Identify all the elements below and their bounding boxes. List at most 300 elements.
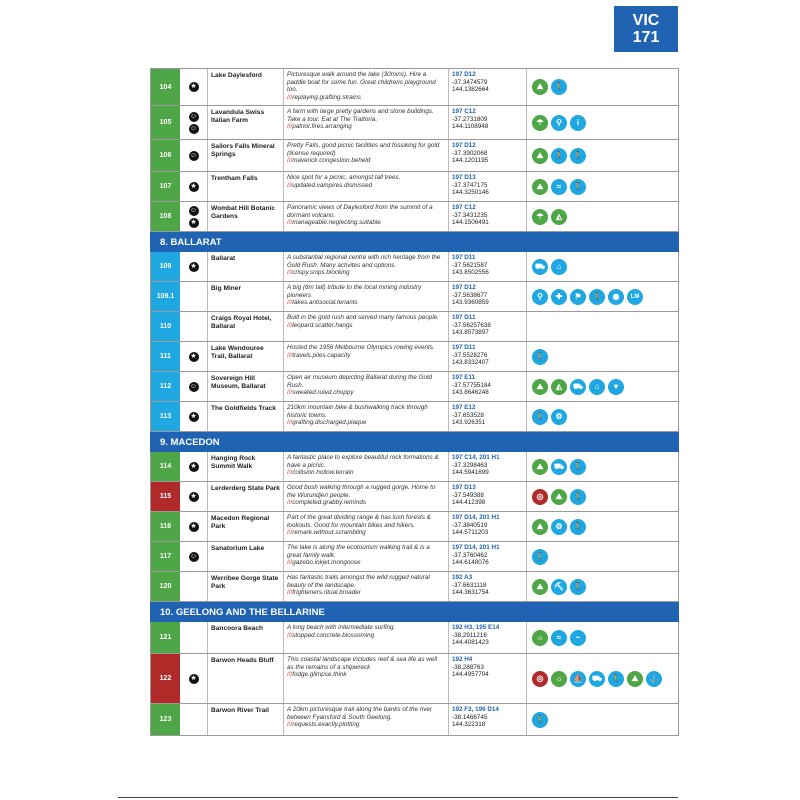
location-description (284, 402, 449, 431)
rating-marks (180, 202, 208, 231)
what3words-address (287, 721, 445, 729)
location-name: Lavandula Swiss Italian Farm (208, 106, 284, 139)
activity-icons (527, 512, 678, 541)
climb-icon: ⛏ (551, 579, 567, 595)
what3words-prefix: /// (287, 93, 293, 101)
star-icon: ★ (190, 262, 197, 270)
activity-icons (527, 140, 678, 171)
what3words-address (287, 94, 445, 102)
activity-icons (527, 282, 678, 311)
rating-marks (180, 342, 208, 371)
latitude: -37.3431235 (452, 211, 488, 219)
what3words-prefix: /// (287, 419, 293, 427)
location-number: 112 (151, 372, 180, 401)
rating-marks (180, 140, 208, 171)
table-row (150, 202, 679, 232)
what3words-prefix: /// (287, 529, 293, 537)
latitude: -37.3747175 (452, 181, 488, 189)
table-row (150, 512, 679, 542)
longitude: 144.5941699 (452, 469, 489, 477)
location-name: The Goldfields Track (208, 402, 284, 431)
rating-marks (180, 312, 208, 341)
hike-icon: ⛰ (627, 671, 643, 687)
activity-icons (527, 312, 678, 341)
map-reference: 197 D12 (452, 142, 476, 149)
location-name: Craigs Royal Hotel, Ballarat (208, 312, 284, 341)
map-coordinates (449, 512, 527, 541)
latitude: -37.56257638 (452, 321, 491, 329)
what3words-words: fodge.glimpse.think (292, 671, 347, 679)
what3words-address (287, 529, 445, 537)
what3words-words: manageable.neglecting.suitable (292, 219, 381, 227)
map-coordinates (449, 622, 527, 653)
location-description (284, 342, 449, 371)
latitude: -37.5638677 (452, 291, 488, 299)
description-text: Open air museum depicting Ballarat during the Gold Rush. (287, 374, 432, 389)
target-icon: ◎ (532, 671, 548, 687)
longitude: 144.1201195 (452, 157, 489, 165)
activity-icons (527, 172, 678, 201)
what3words-address (287, 157, 445, 165)
walk-icon: 🚶 (532, 409, 548, 425)
what3words-words: takes.antisocial.tenants (292, 299, 358, 307)
description-text: This coastal landscape includes reef & sea life as well as the remains of a shipwreck (287, 656, 438, 671)
location-name: Hanging Rock Summit Walk (208, 452, 284, 481)
picnic-icon: ☂ (532, 209, 548, 225)
latitude: -38.288763 (452, 663, 484, 671)
description-text: The lake is along the ecotourism walking trail & is a great family walk. (287, 544, 430, 559)
longitude: 143.9360859 (452, 299, 489, 307)
star-icon: ★ (190, 522, 197, 530)
latitude: -37.6631118 (452, 581, 487, 589)
longitude: 144.4081423 (452, 639, 489, 647)
what3words-prefix: /// (287, 559, 293, 567)
what3words-prefix: /// (287, 499, 293, 507)
activity-icons (527, 654, 678, 703)
longitude: 144.3631754 (452, 589, 489, 597)
smile-icon: ☺ (189, 151, 198, 159)
what3words-words: grafting.discharged.plaque (292, 419, 367, 427)
latitude: -37.57755184 (452, 381, 491, 389)
location-description (284, 140, 449, 171)
toilet-icon: ⚲ (551, 115, 567, 131)
longitude: 144.322318 (452, 721, 486, 729)
rating-marks (180, 512, 208, 541)
walk-icon: 🚶 (551, 148, 567, 164)
description-text: Picturesque walk around the lake (30mins). Hire a paddle boat for some fun. Great childrens playground too. (287, 71, 436, 94)
what3words-address (287, 469, 445, 477)
activity-icons (527, 106, 678, 139)
location-name: Lake Daylesford (208, 69, 284, 105)
description-text: Nice spot for a picnic, amongst tall trees. (287, 174, 401, 181)
location-number: 120 (151, 572, 180, 601)
what3words-words: requests.exactly.plotting (292, 721, 360, 729)
map-coordinates (449, 704, 527, 735)
longitude: 144.1382664 (452, 86, 489, 94)
what3words-address (287, 559, 445, 567)
location-number: 117 (151, 542, 180, 571)
latitude: -37.3902068 (452, 149, 488, 157)
map-reference: 197 D11 (452, 254, 476, 261)
star-icon: ★ (190, 83, 197, 90)
what3words-prefix: /// (287, 123, 293, 131)
location-description (284, 542, 449, 571)
food-icon: ✚ (551, 289, 567, 305)
map-reference: 197 D13 (452, 174, 476, 181)
location-name: Sanatorium Lake (208, 542, 284, 571)
car-icon: ⛟ (551, 459, 567, 475)
location-number: 123 (151, 704, 180, 735)
walk-icon: 🚶 (608, 671, 624, 687)
what3words-words: frighteners.ritual.broader (292, 589, 361, 597)
longitude: 143.8502556 (452, 269, 489, 277)
rating-marks (180, 172, 208, 201)
latitude: -37.3298463 (452, 461, 488, 469)
latitude: -37.3840519 (452, 521, 488, 529)
map-coordinates (449, 172, 527, 201)
what3words-words: remark.without.scrambling (292, 529, 366, 537)
location-number: 115 (151, 482, 180, 511)
map-coordinates (449, 69, 527, 105)
latitude: -37.2731809 (452, 115, 488, 123)
star-icon: ★ (190, 182, 197, 190)
longitude: 144.3250146 (452, 189, 489, 197)
picnic-icon: ☂ (532, 115, 548, 131)
map-coordinates (449, 106, 527, 139)
longitude: 144.412398 (452, 499, 486, 507)
page-number: 171 (632, 29, 660, 46)
location-description (284, 282, 449, 311)
location-name: Bancoora Beach (208, 622, 284, 653)
location-name: Big Miner (208, 282, 284, 311)
smile-icon: ☺ (189, 552, 198, 560)
what3words-words: sweated.ruled.choppy (292, 389, 354, 397)
location-number: 114 (151, 452, 180, 481)
museum-icon: ⌂ (551, 259, 567, 275)
flag-icon: ⚑ (570, 289, 586, 305)
rating-marks (180, 106, 208, 139)
location-name: Barwon Heads Bluff (208, 654, 284, 703)
description-text: Hosted the 1956 Melbourne Olympics rowing events. (287, 344, 435, 351)
what3words-prefix: /// (287, 157, 293, 165)
latitude: -37.3760462 (452, 551, 488, 559)
map-coordinates (449, 452, 527, 481)
location-description (284, 654, 449, 703)
map-reference: 192 F2, 196 D14 (452, 706, 499, 713)
table-row (150, 572, 679, 602)
car-icon: ⛟ (532, 259, 548, 275)
what3words-address (287, 299, 445, 307)
photo-icon: ◉ (608, 289, 624, 305)
table-row (150, 312, 679, 342)
location-number: 107 (151, 172, 180, 201)
longitude: 144.1108948 (452, 123, 489, 131)
map-reference: 197 C12 (452, 204, 476, 211)
table-row (150, 452, 679, 482)
smile-icon: ☺ (189, 206, 198, 214)
activity-icons (527, 482, 678, 511)
description-text: Good bush walking through a rugged gorge. Home to the Wurundjeri people. (287, 484, 436, 499)
what3words-prefix: /// (287, 589, 293, 597)
state-label: VIC (632, 12, 660, 29)
footer-rule (118, 797, 678, 798)
what3words-words: crispy.snips.blocking (292, 269, 350, 277)
map-coordinates (449, 202, 527, 231)
location-description (284, 452, 449, 481)
location-number: 109.1 (151, 282, 180, 311)
smile-icon: ☺ (189, 124, 198, 132)
map-reference: 197 D11 (452, 314, 476, 321)
hike-icon: ⛰ (532, 179, 548, 195)
smile-icon: ☺ (189, 382, 198, 390)
section-header: 8. BALLARAT (150, 232, 679, 252)
car-icon: ⛟ (570, 379, 586, 395)
rating-marks (180, 69, 208, 105)
activity-icons (527, 342, 678, 371)
what3words-address (287, 269, 445, 277)
longitude: 144.6148076 (452, 559, 489, 567)
longitude: 143.8332407 (452, 359, 489, 367)
walk-icon: 🚶 (589, 289, 605, 305)
activity-icons (527, 622, 678, 653)
location-number: 111 (151, 342, 180, 371)
map-reference: 192 A3 (452, 574, 473, 581)
walk-icon: 🚶 (570, 489, 586, 505)
location-name: Trentham Falls (208, 172, 284, 201)
location-name: Sovereign Hill Museum, Ballarat (208, 372, 284, 401)
walk-icon: 🚶 (532, 349, 548, 365)
hike-icon: ⛰ (532, 579, 548, 595)
what3words-address (287, 419, 445, 427)
what3words-prefix: /// (287, 469, 293, 477)
location-number: 122 (151, 654, 180, 703)
what3words-prefix: /// (287, 269, 293, 277)
page-tab (614, 6, 678, 52)
map-coordinates (449, 402, 527, 431)
map-coordinates (449, 572, 527, 601)
description-text: A substantial regional centre with rich heritage from the Gold Rush. Many activites and options. (287, 254, 441, 269)
what3words-prefix: /// (287, 389, 293, 397)
what3words-prefix: /// (287, 219, 293, 227)
table-row (150, 342, 679, 372)
section-header: 10. GEELONG AND THE BELLARINE (150, 602, 679, 622)
map-coordinates (449, 140, 527, 171)
hike-icon: ⛰ (532, 459, 548, 475)
longitude: 143.8573897 (452, 329, 489, 337)
map-coordinates (449, 312, 527, 341)
anchor-icon: ⚓ (646, 671, 662, 687)
what3words-words: replaying.grafting.strains (292, 93, 361, 101)
table-row (150, 372, 679, 402)
museum-icon: ⌂ (589, 379, 605, 395)
walk-icon: 🚶 (551, 79, 567, 95)
what3words-prefix: /// (287, 721, 293, 729)
rating-marks (180, 654, 208, 703)
walk-icon: 🚶 (570, 519, 586, 535)
latitude: -38.1466745 (452, 713, 488, 721)
description-text: Panoramic views of Daylesford from the summit of a dormant volcano. (287, 204, 433, 219)
location-description (284, 106, 449, 139)
location-description (284, 704, 449, 735)
what3words-words: gazebo.inkjet.mongoose (292, 559, 361, 567)
location-description (284, 482, 449, 511)
what3words-address (287, 589, 445, 597)
hike-icon: ⛰ (532, 79, 548, 95)
what3words-address (287, 632, 445, 640)
what3words-address (287, 389, 445, 397)
table-row (150, 704, 679, 736)
location-description (284, 372, 449, 401)
what3words-prefix: /// (287, 671, 293, 679)
rating-marks (180, 572, 208, 601)
description-text: A long beach with intermediate surfing. (287, 624, 396, 631)
what3words-address (287, 671, 445, 679)
what3words-prefix: /// (287, 181, 293, 189)
walk-icon: 🚶 (532, 549, 548, 565)
boat-icon: ⛵ (570, 671, 586, 687)
map-reference: 197 C12 (452, 108, 476, 115)
map-reference: 197 D11 (452, 344, 476, 351)
map-reference: 197 C14, 201 H1 (452, 454, 500, 461)
swim-icon: ≈ (551, 630, 567, 646)
view-icon: ◭ (551, 379, 567, 395)
location-number: 104 (151, 69, 180, 105)
location-name: Lerderderg State Park (208, 482, 284, 511)
location-number: 106 (151, 140, 180, 171)
what3words-words: collision.hollow.terrain (292, 469, 354, 477)
walk-icon: 🚶 (570, 579, 586, 595)
what3words-prefix: /// (287, 299, 293, 307)
surf-icon: ~ (570, 630, 586, 646)
what3words-words: maverick.congestion.beheld (292, 157, 371, 165)
toilet-icon: ⚲ (532, 289, 548, 305)
longitude: 143.8646248 (452, 389, 489, 397)
map-reference: 197 E12 (452, 404, 476, 411)
bike-icon: ⚙ (551, 409, 567, 425)
what3words-words: updated.vampires.dismissed (292, 181, 373, 189)
location-name: Ballarat (208, 252, 284, 281)
location-description (284, 572, 449, 601)
beach-icon: ☼ (551, 671, 567, 687)
walk-icon: 🚶 (532, 712, 548, 728)
star-icon: ★ (190, 352, 197, 360)
latitude: -37.5528276 (452, 351, 488, 359)
what3words-address (287, 182, 445, 190)
description-text: A farm with large pretty gardens and stone buildings. Take a tour. Eat at The Trattoria. (287, 108, 434, 123)
info-icon: i (570, 115, 586, 131)
hike-icon: ⛰ (551, 489, 567, 505)
beach-icon: ☼ (532, 630, 548, 646)
car-icon: ⛟ (589, 671, 605, 687)
map-coordinates (449, 542, 527, 571)
location-name: Lake Wendouree Trail, Ballarat (208, 342, 284, 371)
table-row (150, 252, 679, 282)
smile-icon: ☺ (189, 112, 198, 120)
table-row (150, 140, 679, 172)
location-number: 108 (151, 202, 180, 231)
location-number: 116 (151, 512, 180, 541)
what3words-address (287, 123, 445, 131)
location-name: Barwon River Trail (208, 704, 284, 735)
location-name: Macedon Regional Park (208, 512, 284, 541)
latitude: -37.5621587 (452, 261, 488, 269)
description-text: Part of the great dividing range & has lush forests & lookouts. Good for mountain bikes and hikers. (287, 514, 431, 529)
map-coordinates (449, 282, 527, 311)
location-description (284, 512, 449, 541)
latitude: -37.653528 (452, 411, 484, 419)
location-description (284, 622, 449, 653)
description-text: A big (6m tall) tribute to the local mining industry pioneers (287, 284, 422, 299)
location-description (284, 202, 449, 231)
table-row (150, 172, 679, 202)
star-icon: ★ (190, 218, 197, 226)
map-reference: 197 D12 (452, 284, 476, 291)
location-table (150, 68, 679, 736)
location-description (284, 312, 449, 341)
rating-marks (180, 402, 208, 431)
location-number: 113 (151, 402, 180, 431)
table-row (150, 654, 679, 704)
rating-marks (180, 622, 208, 653)
location-name: Wombat Hill Botanic Gardens (208, 202, 284, 231)
activity-icons (527, 542, 678, 571)
activity-icons (527, 69, 678, 105)
location-number: 109 (151, 252, 180, 281)
table-row (150, 622, 679, 654)
hike-icon: ⛰ (532, 148, 548, 164)
map-coordinates (449, 372, 527, 401)
map-reference: 192 H3, 195 E14 (452, 624, 500, 631)
map-coordinates (449, 482, 527, 511)
table-row (150, 542, 679, 572)
activity-icons (527, 202, 678, 231)
section-header: 9. MACEDON (150, 432, 679, 452)
activity-icons (527, 452, 678, 481)
location-name: Werribee Gorge State Park (208, 572, 284, 601)
table-row (150, 106, 679, 140)
what3words-words: leopard.scatter.hangs (292, 321, 353, 329)
what3words-prefix: /// (287, 321, 293, 329)
hike-icon: ⛰ (532, 379, 548, 395)
longitude: 143.926351 (452, 419, 486, 427)
description-text: A 20km picturesque trail along the banks of the river between Fyansford & South Geelong. (287, 706, 433, 721)
map-coordinates (449, 252, 527, 281)
location-description (284, 69, 449, 105)
family-icon: ♥ (608, 379, 624, 395)
map-reference: 197 D14, 201 H1 (452, 544, 500, 551)
star-icon: ★ (190, 492, 197, 500)
map-reference: 197 D12 (452, 71, 476, 78)
activity-icons (527, 402, 678, 431)
description-text: Has fantastic trails amongst the wild rugged natural beauty of the landscape. (287, 574, 430, 589)
walk-icon: 🚶 (570, 179, 586, 195)
star-icon: ★ (190, 674, 197, 682)
location-number: 105 (151, 106, 180, 139)
rating-marks (180, 452, 208, 481)
description-text: Pretty Falls, good picnic facilities and fossiking for gold (license required) (287, 142, 440, 157)
what3words-address (287, 499, 445, 507)
star-icon: ★ (190, 462, 197, 470)
rating-marks (180, 282, 208, 311)
what3words-address (287, 352, 445, 360)
location-number: 110 (151, 312, 180, 341)
walk-icon: 🚶 (570, 148, 586, 164)
map-coordinates (449, 654, 527, 703)
what3words-words: completed.grabby.reminds (292, 499, 366, 507)
longitude: 144.4957704 (452, 671, 489, 679)
table-row (150, 482, 679, 512)
what3words-prefix: /// (287, 351, 293, 359)
